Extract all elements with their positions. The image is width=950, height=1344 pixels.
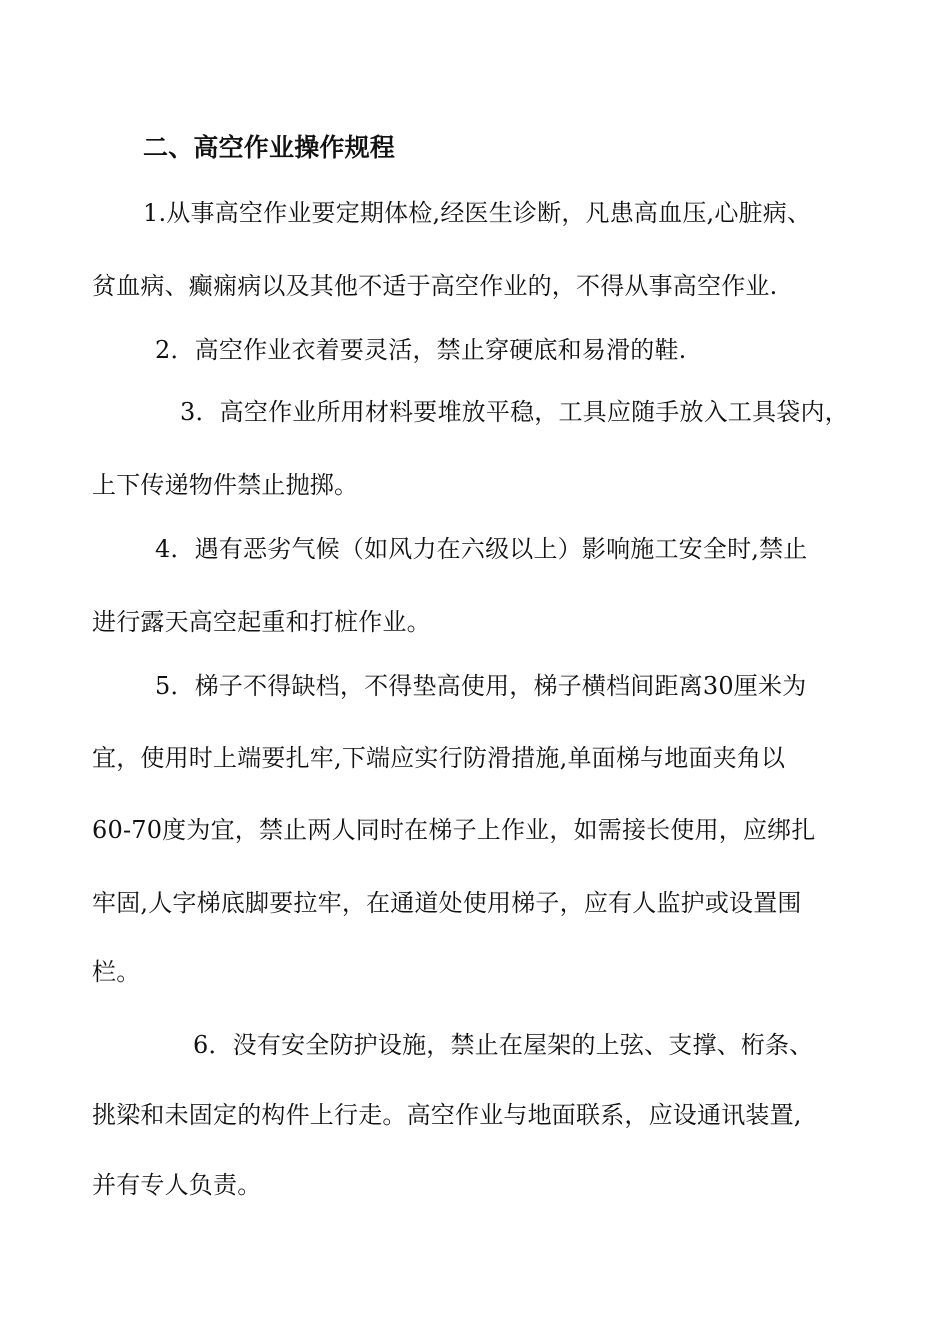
text-line: 1.从事高空作业要定期体检,经医生诊断，凡患高血压,心脏病、 <box>143 199 812 227</box>
text-line: 4．遇有恶劣气候（如风力在六级以上）影响施工安全时,禁止 <box>155 535 808 563</box>
text-line: 进行露天高空起重和打桩作业。 <box>92 608 431 636</box>
text-line: 栏。 <box>92 958 141 986</box>
text-line: 60-70度为宜，禁止两人同时在梯子上作业，如需接长使用，应绑扎 <box>92 816 816 844</box>
text-line: 6．没有安全防护设施，禁止在屋架的上弦、支撑、桁条、 <box>193 1031 814 1059</box>
text-line: 贫血病、癫痫病以及其他不适于高空作业的，不得从事高空作业. <box>92 272 778 300</box>
text-line: 5．梯子不得缺档，不得垫高使用，梯子横档间距离30厘米为 <box>155 672 807 700</box>
section-heading: 二、高空作业操作规程 <box>143 133 396 162</box>
text-line: 挑梁和未固定的构件上行走。高空作业与地面联系，应设通讯装置, <box>92 1101 802 1129</box>
text-line: 3．高空作业所用材料要堆放平稳，工具应随手放入工具袋内， <box>180 398 849 426</box>
text-line: 牢固,人字梯底脚要拉牢，在通道处使用梯子，应有人监护或设置围 <box>92 889 802 917</box>
text-line: 上下传递物件禁止抛掷。 <box>92 471 359 499</box>
text-line: 2．高空作业衣着要灵活，禁止穿硬底和易滑的鞋. <box>155 336 687 364</box>
text-line: 并有专人负责。 <box>92 1171 262 1199</box>
text-line: 宜，使用时上端要扎牢,下端应实行防滑措施,单面梯与地面夹角以 <box>92 744 786 772</box>
